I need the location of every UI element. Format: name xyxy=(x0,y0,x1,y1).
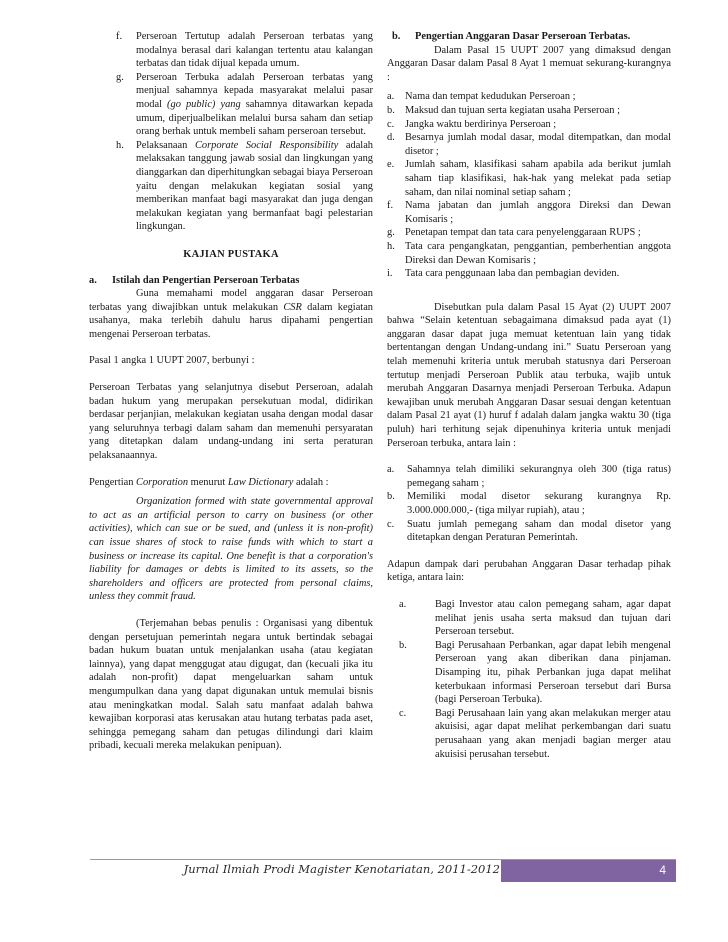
list-item: a. Nama dan tempat kedudukan Perseroan ; xyxy=(387,91,576,103)
list-item: h. Tata cara pengangkatan, penggantian, pemberhentian anggota Direksi dan Dewan Komisaris ; xyxy=(387,240,671,266)
list-item xyxy=(89,71,373,139)
list-item: b. Bagi Perusahaan Perbankan, agar dapat lebih mengenal Perseroan yang akan diberikan dana pinjaman. Disamping itu, pihak Perbankan juga dapat melihat keterbukaan informasi Perseroan tersebut dari Bursa (bagi Perseroan Terbuka). xyxy=(399,639,671,706)
list-item: i. Tata cara penggunaan laba dan pembagian deviden. xyxy=(387,268,620,280)
list-item: f. Nama jabatan dan jumlah anggora Direksi dan Dewan Komisaris ; xyxy=(387,200,671,225)
list-item: b. Maksud dan tujuan serta kegiatan usaha Perseroan ; xyxy=(387,104,620,116)
translation: (Terjemahan bebas penulis : Organisasi yang dibentuk dengan persetujuan pemerintah negara untuk bertindak sebagai badan hukum buatan untuk menjalankan usaha (atau kegiatan lainnya), yang dapat menggugat atau digugat, dan (kecuali jika itu adalah non-profit) dapat mengeluarkan saham untuk mengumpulkan dana yang dapat digunakan untuk memulai bisnis atau meningkatkan modal. Salah satu manfaat adalah bahwa kewajiban korporasi atas kerusakan atau hutang terbatas pada aset, sehingga pemegang saham dan petugas dilindungi dari klaim pribadi, kecuali mereka melakukan penipuan). xyxy=(89,617,373,752)
paragraph: Pengertian Corporation menurut Law Dictionary adalah : xyxy=(89,476,329,488)
paragraph: Disebutkan pula dalam Pasal 15 Ayat (2) UUPT 2007 bahwa “Selain ketentuan sebagaimana dimaksud pada ayat (1) anggaran dasar dapat juga memuat ketentuan lain yang tidak bertentangan dengan Undang-undang ini.” Suatu Perseroan yang telah memenuhi kriteria untuk merubah statusnya dari Perseroan tertutup menjadi Perseroan Publik atau terbuka, wajib untuk merubah Anggaran Dasarnya menjadi Perseroan Terbuka. Adapun kewajiban unuk merubah Anggaran Dasar sesuai dengan ketentuan dalam Pasal 21 ayat (1) huruf f adalah dalam jangka waktu 30 (tiga puluh) hari terhitung sejak dipenuhinya kriteria untuk menjadi Perseroan terbuka, antara lain : xyxy=(387,301,671,449)
quote: Organization formed with state governmental approval to act as an artificial person to carry on business (or other activities), which can sue or be sued, and (unless it is non-profit) can issue shares of stock to raise funds with which to start a business or increase its capital. One benefit is that a corporation's liability for damages or debts is limited to its assets, so the shareholders and officers are protected from personal claims, unless they commit fraud. xyxy=(89,496,373,603)
articles-list xyxy=(387,90,671,280)
list-marker: g. xyxy=(116,71,124,83)
list-item: a. Bagi Investor atau calon pemegang saham, agar dapat melihat jenis usaha serta maksud dan tujuan dari Perseroan tersebut. xyxy=(399,598,671,638)
journal-title: Jurnal Ilmiah Prodi Magister Kenotariatan, 2011-2012 xyxy=(183,862,500,876)
list-item: e. Jumlah saham, klasifikasi saham apabila ada berikut jumlah saham tiap klasifikasi, hak-hak yang melekat pada setiap saham, dan nilai nominal setiap saham ; xyxy=(387,159,671,198)
list-item: c. Bagi Perusahaan lain yang akan melakukan merger atau akuisisi, agar dapat melihat perkembangan dari suatu perusahaan yang akan menjadi bagian merger atau akuisisi perusahan tersebut. xyxy=(399,707,671,760)
list-item xyxy=(89,30,373,71)
paragraph: Perseroan Terbatas yang selanjutnya disebut Perseroan, adalah badan hukum yang merupakan persekutuan modal, didirikan berdasar perjanjian, melakukan kegiatan usaha dengan modal dasar yang seluruhnya terbagi dalam saham dan memenuhi persyaratan yang ditetapkan dalam undang-undang ini serta peraturan pelaksanaannya. xyxy=(89,382,373,462)
list-marker: h. xyxy=(116,139,124,151)
list-item: c. Suatu jumlah pemegang saham dan modal disetor yang ditetapkan dengan Peraturan Pemerintah. xyxy=(387,518,671,544)
list-item xyxy=(89,139,373,234)
company-types-list xyxy=(89,30,373,234)
section-heading: KAJIAN PUSTAKA xyxy=(183,248,279,260)
paragraph: Adapun dampak dari perubahan Anggaran Dasar terhadap pihak ketiga, antara lain: xyxy=(387,558,671,584)
page-footer xyxy=(90,860,676,882)
list-text: Perseroan Tertutup adalah Perseroan terbatas yang modalnya berasal dari kalangan tertentu atau kalangan terbatas dan tidak dijual kepada umum. xyxy=(136,31,373,70)
paragraph: Guna memahami model anggaran dasar Perseroan terbatas yang diwajibkan untuk melakukan CSR dalam kegiatan usahanya, maka terlebih dahulu harus dipahami pengertian mengenai Perseroan terbatas. xyxy=(89,288,373,340)
subheading: b. Pengertian Anggaran Dasar Perseroan Terbatas. xyxy=(392,31,631,42)
paragraph: Dalam Pasal 15 UUPT 2007 yang dimaksud dengan Anggaran Dasar dalam Pasal 8 Ayat 1 memuat sekurang-kurangnya : xyxy=(387,44,671,83)
list-item: c. Jangka waktu berdirinya Perseroan ; xyxy=(387,118,557,130)
list-text: Pelaksanaan Corporate Social Responsibility adalah melaksakan tanggung jawab sosial dan lingkungan yang dianggarkan dan diperhitungkan sebagai biaya Perseroan yaitu dengan melakukan kegiatan sosial yang memberikan manfaat bagi masyarakat dan juga dengan melakukan kegiatan yang bermanfaat bagi pelestarian lingkungan. xyxy=(136,139,374,233)
right-column xyxy=(387,30,671,761)
page-number: 4 xyxy=(659,863,666,877)
list-item: a. Sahamnya telah dimiliki sekurangnya oleh 300 (tiga ratus) pemegang saham ; xyxy=(387,464,671,489)
list-marker: f. xyxy=(116,31,123,42)
list-item: g. Penetapan tempat dan tata cara penyelenggaraan RUPS ; xyxy=(387,227,641,239)
list-text: Perseroan Terbuka adalah Perseroan terbatas yang menjual sahamnya kepada masyarakat melalui pasar modal (go public) yang sahamnya ditawarkan kepada umum, diperjualbelikan melalui bursa saham dan setiap orang berhak untuk membeli saham perseroan tersebut. xyxy=(136,71,373,138)
left-column xyxy=(89,30,373,753)
subheading: a. Istilah dan Pengertian Perseroan Terbatas xyxy=(89,274,300,286)
list-item: d. Besarnya jumlah modal dasar, modal ditempatkan, dan modal disetor ; xyxy=(387,132,671,157)
list-item: b. Memiliki modal disetor sekurang kurangnya Rp. 3.000.000.000,- (tiga milyar rupiah), atau ; xyxy=(387,491,671,516)
page-number-box xyxy=(501,860,676,882)
paragraph: Pasal 1 angka 1 UUPT 2007, berbunyi : xyxy=(89,355,255,367)
criteria-list xyxy=(387,463,671,545)
impact-list xyxy=(387,598,671,761)
